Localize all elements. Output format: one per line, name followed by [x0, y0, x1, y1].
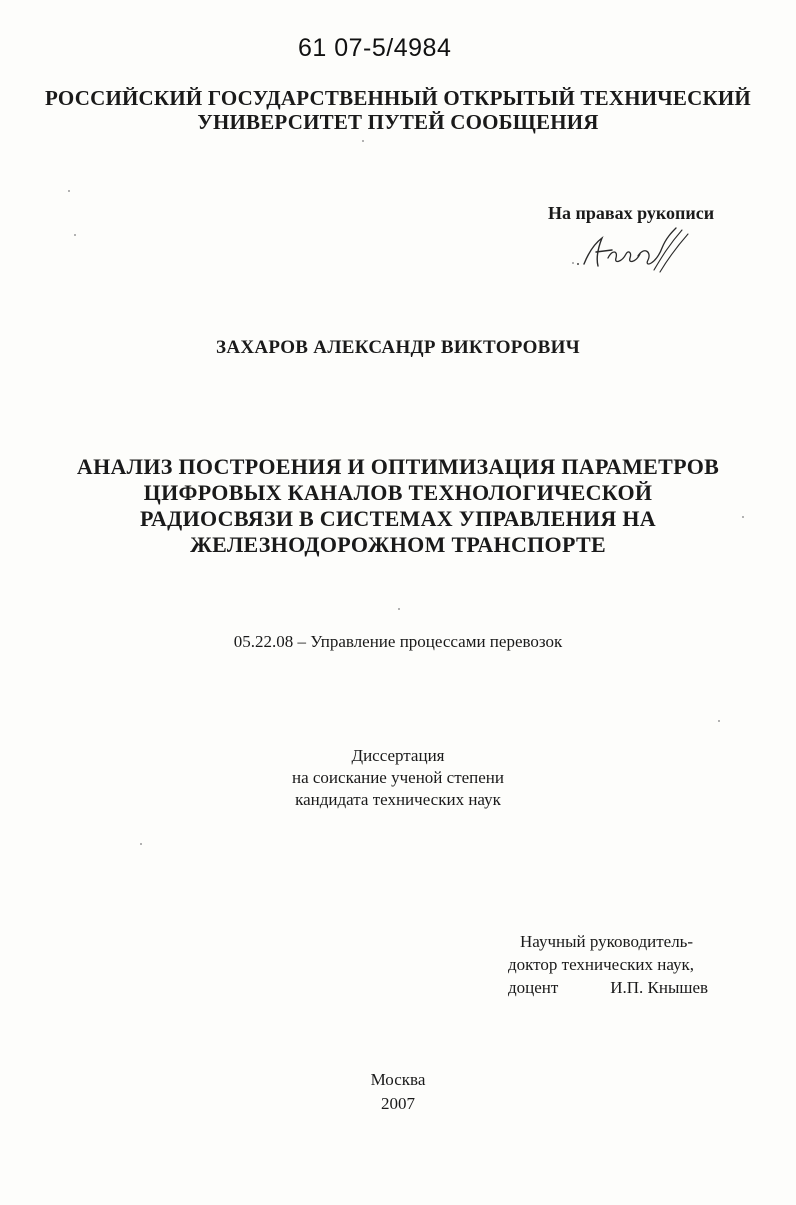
- supervisor-rank: доцент: [508, 978, 559, 997]
- city: Москва: [370, 1070, 426, 1089]
- title-line-3: РАДИОСВЯЗИ В СИСТЕМАХ УПРАВЛЕНИЯ НА: [140, 506, 656, 531]
- manuscript-note: На правах рукописи: [548, 203, 715, 223]
- degree-line-2: на соискание ученой степени: [291, 768, 505, 787]
- supervisor-degree: доктор технических наук,: [508, 955, 695, 974]
- supervisor-block: [508, 930, 708, 999]
- university-name: [0, 86, 796, 134]
- degree-line-1: Диссертация: [351, 746, 445, 765]
- title-line-2: ЦИФРОВЫХ КАНАЛОВ ТЕХНОЛОГИЧЕСКОЙ: [143, 480, 653, 505]
- title-line-4: ЖЕЛЕЗНОДОРОЖНОМ ТРАНСПОРТЕ: [190, 532, 606, 557]
- author-name: ЗАХАРОВ АЛЕКСАНДР ВИКТОРОВИЧ: [216, 337, 580, 358]
- title-line-1: АНАЛИЗ ПОСТРОЕНИЯ И ОПТИМИЗАЦИЯ ПАРАМЕТРОВ: [76, 454, 720, 479]
- year: 2007: [381, 1094, 415, 1113]
- scan-speck: [398, 608, 400, 610]
- supervisor-rank-name: [508, 976, 708, 999]
- scan-speck: [572, 262, 574, 264]
- supervisor-name: И.П. Кнышев: [610, 978, 709, 997]
- scan-speck: [718, 720, 720, 722]
- city-year: [0, 1068, 796, 1116]
- scan-speck: [742, 516, 744, 518]
- degree-info: [0, 745, 796, 811]
- scan-speck: [68, 190, 70, 192]
- dissertation-title: [0, 454, 796, 558]
- signature-icon: [572, 224, 692, 274]
- scan-speck: [362, 140, 364, 142]
- scan-speck: [74, 234, 76, 236]
- university-line-1: РОССИЙСКИЙ ГОСУДАРСТВЕННЫЙ ОТКРЫТЫЙ ТЕХНИЧЕСКИЙ: [45, 86, 751, 110]
- catalog-number: 61 07-5/4984: [298, 34, 452, 62]
- degree-line-3: кандидата технических наук: [295, 790, 501, 809]
- university-line-2: УНИВЕРСИТЕТ ПУТЕЙ СООБЩЕНИЯ: [197, 110, 599, 134]
- specialty-code: 05.22.08 – Управление процессами перевозок: [233, 632, 563, 651]
- supervisor-role: Научный руководитель-: [520, 932, 694, 951]
- scan-speck: [140, 843, 142, 845]
